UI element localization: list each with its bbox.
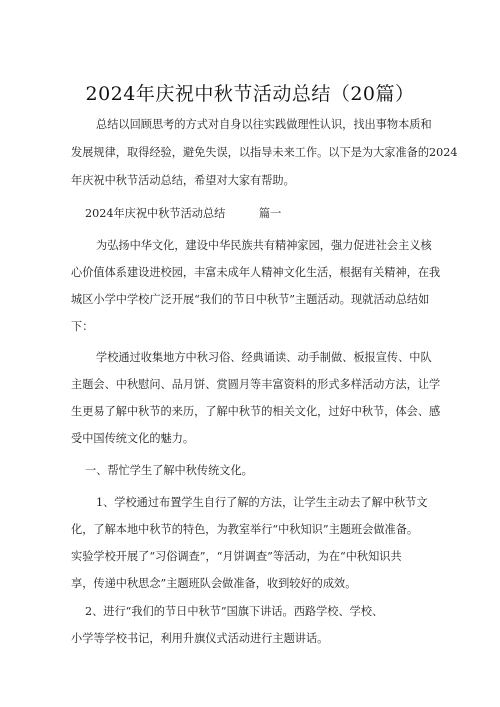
intro-line-1: 总结以回顾思考的方式对自身以往实践做理性认识，找出事物本质和 — [96, 118, 432, 131]
para2-line-1: 学校通过收集地方中秋习俗、经典诵读、动手制做、板报宣传、中队 — [96, 351, 432, 364]
para2-line-4: 受中国传统文化的魅力。 — [71, 432, 195, 445]
section-heading: 2024年庆祝中秋节活动总结 篇一 — [85, 207, 282, 220]
intro-line-3: 年庆祝中秋节活动总结，希望对大家有帮助。 — [71, 174, 295, 187]
para1-line-1: 为弘扬中华文化，建设中华民族共有精神家园，强力促进社会主义核 — [96, 239, 432, 252]
item1-line-1: 1、学校通过布置学生自行了解的方法，让学生主动去了解中秋节文 — [96, 496, 428, 509]
para1-line-3: 城区小学中学校广泛开展“我们的节日中秋节”主题活动。现就活动总结如 — [71, 293, 430, 306]
item1-line-4: 享，传递中秋思念”主题班队会做准备，收到较好的成效。 — [71, 577, 357, 590]
item1-line-3: 实验学校开展了“习俗调查”，“月饼调查”等活动，为在“中秋知识共 — [71, 550, 402, 563]
item2-line-1: 2、进行“我们的节日中秋节”国旗下讲话。西路学校、学校、 — [85, 605, 384, 618]
para2-line-3: 生更易了解中秋节的来历，了解中秋节的相关文化，过好中秋节，体会、感 — [71, 405, 441, 418]
para1-line-2: 心价值体系建设进校园，丰富未成年人精神文化生活，根据有关精神，在我 — [71, 266, 441, 279]
document-title: 2024年庆祝中秋节活动总结（20篇） — [85, 83, 415, 105]
item2-line-2: 小学等学校书记，利用升旗仪式活动进行主题讲话。 — [71, 632, 329, 645]
subheading-1: 一、帮忙学生了解中秋传统文化。 — [85, 464, 253, 477]
intro-line-2: 发展规律，取得经验，避免失误，以指导未来工作。以下是为大家准备的2024 — [71, 146, 458, 159]
item1-line-2: 化，了解本地中秋节的特色，为教室举行“中秋知识”主题班会做准备。 — [71, 523, 419, 536]
para2-line-2: 主题会、中秋慰问、品月饼、赏圆月等丰富资料的形式多样活动方法，让学 — [71, 378, 441, 391]
para1-line-4: 下： — [71, 320, 94, 333]
